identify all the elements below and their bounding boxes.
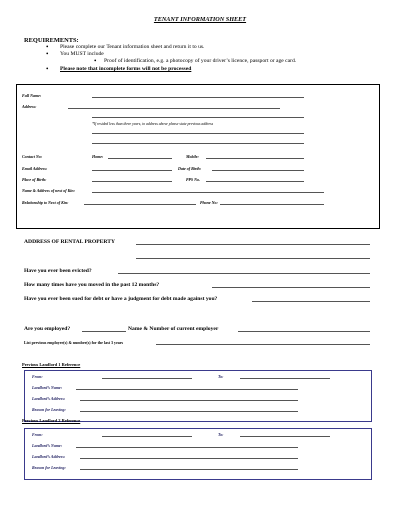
landlord-1-name-label: Landlord’s Name: (32, 385, 63, 390)
employed-answer-field[interactable] (82, 331, 126, 332)
home-phone-field[interactable] (108, 158, 172, 159)
kin-phone-field[interactable] (220, 204, 324, 205)
requirement-sub-item: Proof of identification, e.g. a photocopy of your driver’s licence, passport or age card. (104, 58, 297, 64)
previous-employers-label: List previous employer(s) & number(s) for the last 3 years (24, 340, 124, 345)
landlord-2-reason-field[interactable] (80, 469, 298, 470)
landlord-1-to-label: To: (218, 374, 224, 379)
evicted-answer-field[interactable] (118, 273, 370, 274)
requirements-heading: REQUIREMENTS: (24, 37, 79, 44)
pps-no-label: PPS No. (186, 177, 200, 182)
previous-address-field-2[interactable] (92, 143, 304, 144)
relationship-field[interactable] (84, 204, 196, 205)
landlord-1-address-label: Landlord’s Address: (32, 396, 66, 401)
sued-answer-field[interactable] (252, 301, 370, 302)
landlord-2-name-field[interactable] (76, 447, 298, 448)
requirement-item-2: You MUST include (60, 51, 104, 57)
next-of-kin-field[interactable] (92, 192, 324, 193)
address-field-2[interactable] (92, 117, 304, 118)
bullet-icon: • (46, 65, 49, 73)
landlord-1-address-field[interactable] (80, 400, 298, 401)
landlord-1-from-label: From: (32, 374, 43, 379)
previous-employers-field[interactable] (156, 344, 370, 345)
landlord-2-address-field[interactable] (80, 458, 298, 459)
bullet-icon: • (94, 57, 97, 65)
moved-answer-field[interactable] (212, 287, 370, 288)
employer-label: Name & Number of current employer (128, 326, 219, 332)
rental-address-label: ADDRESS OF RENTAL PROPERTY (24, 239, 116, 245)
landlord-1-to-field[interactable] (240, 378, 330, 379)
relationship-label: Relationship to Next of Kin: (22, 200, 69, 205)
address-field-1[interactable] (68, 108, 280, 109)
address-note: *If resided less than three years, to address above please state previous address (92, 122, 214, 126)
full-name-label: Full Name: (22, 93, 42, 98)
landlord-2-to-label: To: (218, 432, 224, 437)
email-label: Email Address: (22, 166, 48, 171)
landlord-1-from-field[interactable] (102, 378, 192, 379)
evicted-question: Have you ever been evicted? (24, 268, 92, 274)
employed-question: Are you employed? (24, 326, 71, 332)
dob-field[interactable] (212, 170, 304, 171)
landlord-2-from-label: From: (32, 432, 43, 437)
mobile-field[interactable] (206, 158, 304, 159)
landlord-1-reason-label: Reason for Leaving: (32, 407, 66, 412)
landlord-1-name-field[interactable] (76, 389, 298, 390)
phone-no-label: Phone No: (200, 200, 218, 205)
moved-question: How many times have you moved in the past 12 months? (24, 282, 160, 288)
landlord-2-reason-label: Reason for Leaving: (32, 465, 66, 470)
landlord-1-reason-field[interactable] (80, 411, 298, 412)
place-of-birth-field[interactable] (92, 181, 172, 182)
mobile-label: Mobile: (186, 154, 199, 159)
landlord-2-name-label: Landlord’s Name: (32, 443, 63, 448)
sued-question: Have you ever been sued for debt or have a judgment for debt made against you? (24, 296, 218, 302)
home-label: Home: (92, 154, 104, 159)
full-name-field[interactable] (92, 97, 304, 98)
place-of-birth-label: Place of Birth: (22, 177, 47, 182)
email-field[interactable] (92, 170, 172, 171)
requirement-item-3: Please note that incomplete forms will not be processed (60, 66, 192, 72)
rental-address-field-2[interactable] (136, 258, 370, 259)
address-label: Address: (22, 104, 37, 109)
next-of-kin-label: Name & Address of next of Kin: (22, 188, 75, 193)
contact-no-label: Contact No: (22, 154, 43, 159)
dob-label: Date of Birth: (178, 166, 202, 171)
landlord-2-from-field[interactable] (102, 436, 192, 437)
bullet-icon: • (46, 43, 49, 51)
landlord-2-heading: Previous Landlord 2 Reference (22, 418, 81, 423)
previous-address-field-1[interactable] (92, 133, 304, 134)
pps-no-field[interactable] (206, 181, 304, 182)
bullet-icon: • (46, 50, 49, 58)
employer-field[interactable] (238, 331, 370, 332)
landlord-2-address-label: Landlord’s Address: (32, 454, 66, 459)
rental-address-field-1[interactable] (136, 244, 370, 245)
page-title: TENANT INFORMATION SHEET (153, 16, 247, 23)
requirement-item-1: Please complete our Tenant information sheet and return it to us. (60, 44, 205, 50)
landlord-1-heading: Previous Landlord 1 Reference (22, 362, 81, 367)
landlord-2-to-field[interactable] (240, 436, 330, 437)
